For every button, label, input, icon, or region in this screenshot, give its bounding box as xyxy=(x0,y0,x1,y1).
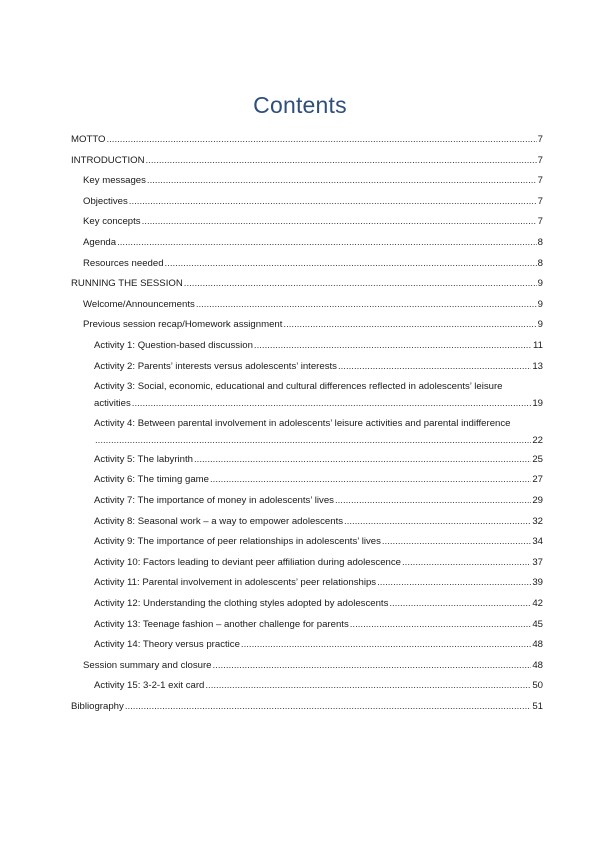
toc-entry-label: Activity 13: Teenage fashion – another challenge for parents xyxy=(94,619,349,630)
toc-entry-resources-needed[interactable] xyxy=(83,257,543,270)
dot-leader xyxy=(344,515,531,528)
page-title: Contents xyxy=(253,92,347,118)
toc-entry-motto[interactable] xyxy=(71,133,543,146)
dot-leader xyxy=(106,133,536,146)
toc-entry-label: Activity 5: The labyrinth xyxy=(94,454,194,465)
toc-entry-page: 7 xyxy=(537,196,543,207)
dot-leader xyxy=(241,638,531,651)
toc-entry-activity-7[interactable] xyxy=(94,494,543,507)
toc-entry-label: Activity 1: Question-based discussion xyxy=(94,340,253,351)
toc-entry-page: 27 xyxy=(532,474,543,485)
toc-entry-introduction[interactable] xyxy=(71,154,543,167)
dot-leader xyxy=(213,659,532,672)
toc-entry-page: 9 xyxy=(537,299,543,310)
toc-entry-activity-13[interactable] xyxy=(94,618,543,631)
toc-entry-label: Activity 10: Factors leading to deviant peer affiliation during adolescence xyxy=(94,557,402,568)
toc-entry-label: Activity 9: The importance of peer relationships in adolescents’ lives xyxy=(94,536,381,547)
dot-leader xyxy=(350,618,532,631)
dot-leader xyxy=(142,215,537,228)
toc-entry-activity-14[interactable] xyxy=(94,638,543,651)
toc-entry-activity-11[interactable] xyxy=(94,576,543,589)
toc-entry-label: Activity 12: Understanding the clothing styles adopted by adolescents xyxy=(94,598,389,609)
dot-leader xyxy=(125,700,532,713)
toc-entry-label-line1: Activity 3: Social, economic, educational and cultural differences reflected in adolescents’ leisure xyxy=(94,381,503,392)
dot-leader xyxy=(338,360,531,373)
toc-entry-page: 45 xyxy=(532,619,543,630)
toc-entry-activity-2[interactable] xyxy=(94,360,543,373)
toc-entry-page: 39 xyxy=(532,577,543,588)
toc-entry-objectives[interactable] xyxy=(83,195,543,208)
toc-entry-label: Previous session recap/Homework assignment xyxy=(83,319,283,330)
toc-entry-page: 50 xyxy=(532,680,543,691)
toc-entry-label: activities xyxy=(94,398,131,409)
toc-entry-page: 48 xyxy=(532,639,543,650)
toc-entry-running-the-session[interactable] xyxy=(71,277,543,290)
toc-entry-page: 7 xyxy=(537,155,543,166)
toc-entry-label: Activity 15: 3-2-1 exit card xyxy=(94,680,205,691)
toc-entry-page: 42 xyxy=(532,598,543,609)
toc-entry-label: Objectives xyxy=(83,196,128,207)
dot-leader xyxy=(146,154,537,167)
dot-leader xyxy=(147,174,537,187)
toc-entry-previous-session-recap[interactable] xyxy=(83,318,543,331)
dot-leader xyxy=(283,318,536,331)
toc-entry-page: 34 xyxy=(532,536,543,547)
toc-entry-activity-10[interactable] xyxy=(94,556,543,569)
toc-entry-page: 48 xyxy=(532,660,543,671)
toc-entry-activity-4[interactable] xyxy=(94,417,543,447)
toc-entry-activity-3[interactable] xyxy=(94,380,543,410)
toc-entry-page: 22 xyxy=(532,435,543,446)
dot-leader xyxy=(205,679,531,692)
toc-entry-page: 32 xyxy=(532,516,543,527)
dot-leader xyxy=(165,257,537,270)
toc-entry-label: Activity 2: Parents’ interests versus adolescents’ interests xyxy=(94,361,337,372)
dot-leader xyxy=(402,556,531,569)
toc-entry-label: RUNNING THE SESSION xyxy=(71,278,183,289)
toc-entry-label: Activity 8: Seasonal work – a way to empower adolescents xyxy=(94,516,344,527)
toc-entry-activity-8[interactable] xyxy=(94,515,543,528)
toc-entry-bibliography[interactable] xyxy=(71,700,543,713)
toc-entry-activity-1[interactable] xyxy=(94,339,543,352)
toc-entry-activity-9[interactable] xyxy=(94,535,543,548)
dot-leader xyxy=(382,535,531,548)
dot-leader xyxy=(194,453,531,466)
toc-entry-activity-5[interactable] xyxy=(94,453,543,466)
dot-leader xyxy=(377,576,531,589)
dot-leader xyxy=(254,339,532,352)
toc-entry-page: 37 xyxy=(532,557,543,568)
toc-entry-page: 51 xyxy=(532,701,543,712)
dot-leader xyxy=(210,473,531,486)
toc-entry-page: 13 xyxy=(532,361,543,372)
toc-entry-label: Bibliography xyxy=(71,701,124,712)
toc-entry-agenda[interactable] xyxy=(83,236,543,249)
toc-entry-label: Activity 14: Theory versus practice xyxy=(94,639,240,650)
toc-entry-session-summary[interactable] xyxy=(83,659,543,672)
toc-entry-key-messages[interactable] xyxy=(83,174,543,187)
toc-entry-label: Key concepts xyxy=(83,216,141,227)
dot-leader xyxy=(184,277,537,290)
toc-entry-page: 19 xyxy=(532,398,543,409)
toc-entry-label: MOTTO xyxy=(71,134,106,145)
dot-leader xyxy=(117,236,537,249)
toc-entry-page: 9 xyxy=(537,319,543,330)
toc-entry-page: 8 xyxy=(537,237,543,248)
toc-entry-label: Agenda xyxy=(83,237,117,248)
dot-leader xyxy=(95,434,531,447)
toc-entry-page: 25 xyxy=(532,454,543,465)
toc-entry-label-line1: Activity 4: Between parental involvement in adolescents’ leisure activities and parental indifference xyxy=(94,418,511,429)
dot-leader xyxy=(335,494,531,507)
toc-entry-label: Activity 7: The importance of money in adolescents’ lives xyxy=(94,495,334,506)
dot-leader xyxy=(129,195,537,208)
toc-entry-welcome[interactable] xyxy=(83,298,543,311)
toc-entry-activity-12[interactable] xyxy=(94,597,543,610)
toc-entry-label: Session summary and closure xyxy=(83,660,212,671)
toc-entry-activity-15[interactable] xyxy=(94,679,543,692)
dot-leader xyxy=(132,397,532,410)
toc-entry-page: 8 xyxy=(537,258,543,269)
toc-entry-page: 7 xyxy=(537,134,543,145)
toc-entry-page: 29 xyxy=(532,495,543,506)
toc-entry-page: 7 xyxy=(537,216,543,227)
toc-entry-page: 11 xyxy=(533,340,543,351)
toc-entry-page: 9 xyxy=(537,278,543,289)
toc-entry-key-concepts[interactable] xyxy=(83,215,543,228)
toc-entry-label: INTRODUCTION xyxy=(71,155,145,166)
toc-entry-label: Key messages xyxy=(83,175,146,186)
toc-entry-label: Activity 11: Parental involvement in adolescents’ peer relationships xyxy=(94,577,377,588)
toc-entry-label: Activity 6: The timing game xyxy=(94,474,209,485)
toc-entry-activity-6[interactable] xyxy=(94,473,543,486)
toc-entry-label: Welcome/Announcements xyxy=(83,299,195,310)
toc-entry-label: Resources needed xyxy=(83,258,164,269)
dot-leader xyxy=(196,298,537,311)
toc-entry-page: 7 xyxy=(537,175,543,186)
dot-leader xyxy=(389,597,531,610)
